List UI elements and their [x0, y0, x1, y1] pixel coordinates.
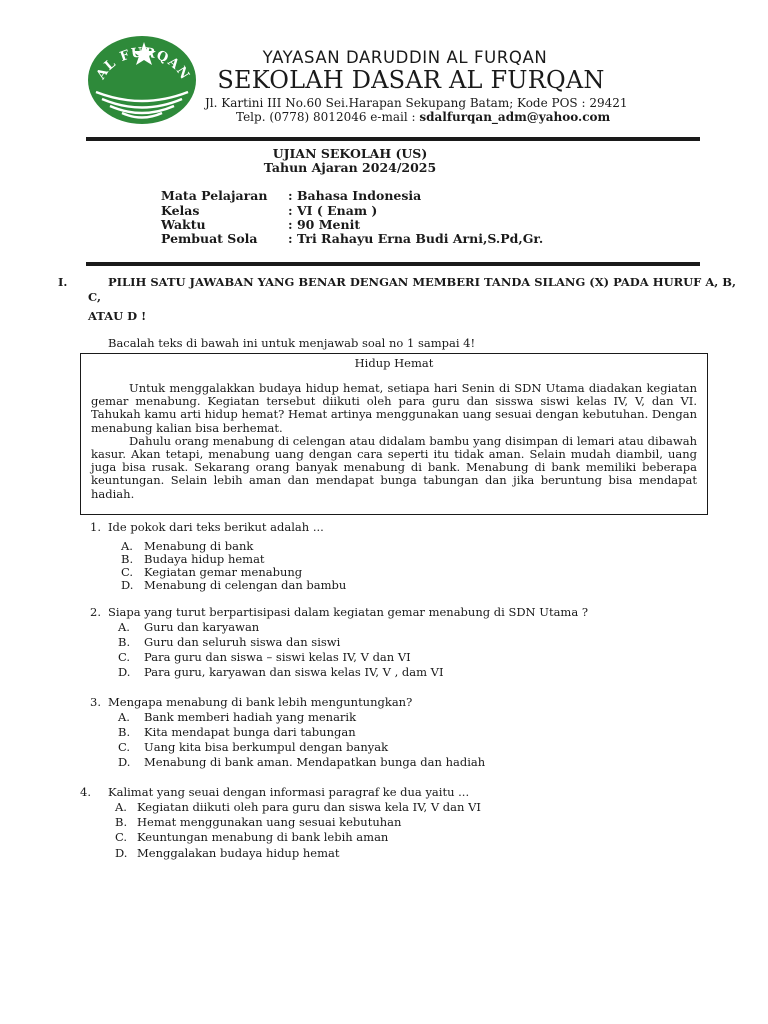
school-phone: Telp. (0778) 8012046 e-mail : [236, 110, 420, 124]
exam-year: Tahun Ajaran 2024/2025 [263, 160, 437, 175]
section-instruction [88, 275, 737, 324]
option-text: Guru dan seluruh siswa dan siswi [144, 635, 341, 649]
option-letter: C. [115, 830, 128, 844]
info-label: Waktu [161, 217, 206, 232]
option-letter: C. [118, 740, 131, 754]
option-letter: A. [118, 620, 130, 634]
info-row-time [161, 217, 360, 232]
info-row-class [161, 203, 377, 218]
option-text: Guru dan karyawan [144, 620, 260, 634]
question-number: 4. [80, 785, 91, 799]
option-text: Para guru, karyawan dan siswa kelas IV, V , dam VI [144, 665, 444, 679]
info-value: : Tri Rahayu Erna Budi Arni,S.Pd,Gr. [288, 231, 544, 246]
option-letter: D. [118, 755, 131, 769]
reading-paragraph: Untuk menggalakkan budaya hidup hemat, setiapa hari Senin di SDN Utama diadakan kegiatan gemar menabung. Kegiatan tersebut diikuti oleh para guru dan sisswa siswi kelas IV, V, dan VI. Tahukah kamu arti hidup hemat? Hemat artinya menggunakan uang sesuai dengan kebutuhan. Dengan menabung kalian bisa berhemat. [91, 381, 697, 435]
option-letter: A. [118, 710, 130, 724]
question-text: Mengapa menabung di bank lebih menguntungkan? [108, 695, 413, 709]
info-value: : Bahasa Indonesia [288, 188, 422, 203]
option-text: Kegiatan gemar menabung [144, 565, 303, 579]
header-divider [86, 137, 700, 141]
reading-body [91, 382, 697, 501]
option-text: Kita mendapat bunga dari tabungan [144, 725, 356, 739]
question-text: Kalimat yang seuai dengan informasi paragraf ke dua yaitu ... [108, 785, 470, 799]
foundation-name: YAYASAN DARUDDIN AL FURQAN [262, 48, 548, 67]
option-letter: C. [118, 650, 131, 664]
reading-paragraph: Dahulu orang menabung di celengan atau didalam bambu yang disimpan di lemari atau dibawah kasur. Akan tetapi, menabung uang dengan cara seperti itu tidak aman. Selain mudah diambil, uang juga bisa rusak. Sekarang orang banyak menabung di bank. Menabung di bank memiliki beberapa keuntungan. Selain lebih aman dan mendapat bunga tabungan dan jika beruntung bisa mendapat hadiah. [91, 433, 697, 501]
school-name: SEKOLAH DASAR AL FURQAN [217, 66, 605, 94]
info-divider [86, 262, 700, 266]
reading-title: Hidup Hemat [354, 356, 434, 370]
logo-text: AL FURQAN [93, 45, 193, 84]
option-text: Menabung di celengan dan bambu [144, 578, 347, 592]
option-text: Uang kita bisa berkumpul dengan banyak [144, 740, 389, 754]
reading-intro: Bacalah teks di bawah ini untuk menjawab soal no 1 sampai 4! [108, 336, 476, 350]
question-text: Ide pokok dari teks berikut adalah ... [108, 520, 324, 534]
info-value: : VI ( Enam ) [288, 203, 378, 218]
section-number: I. [58, 275, 68, 289]
school-logo [86, 34, 198, 126]
question-number: 1. [90, 520, 101, 534]
option-text: Keuntungan menabung di bank lebih aman [137, 830, 389, 844]
info-label: Mata Pelajaran [161, 188, 268, 203]
option-letter: B. [118, 725, 131, 739]
reading-box [80, 353, 708, 515]
exam-title: UJIAN SEKOLAH (US) [272, 146, 428, 161]
option-letter: D. [118, 665, 131, 679]
info-row-author [161, 231, 543, 246]
question-number: 3. [90, 695, 101, 709]
option-text: Menabung di bank aman. Mendapatkan bunga dan hadiah [144, 755, 486, 769]
option-letter: B. [118, 635, 131, 649]
info-label: Pembuat Sola [161, 231, 258, 246]
option-letter: D. [121, 578, 134, 592]
question-text: Siapa yang turut berpartisipasi dalam kegiatan gemar menabung di SDN Utama ? [108, 605, 589, 619]
school-email: sdalfurqan_adm@yahoo.com [419, 110, 611, 124]
info-row-subject [161, 188, 421, 203]
instruction-line: PILIH SATU JAWABAN YANG BENAR DENGAN MEMBERI TANDA SILANG (X) PADA HURUF A, B, [108, 275, 737, 289]
option-letter: B. [115, 815, 128, 829]
option-text: Para guru dan siswa – siswi kelas IV, V dan VI [144, 650, 411, 664]
question-number: 2. [90, 605, 101, 619]
instruction-line: C, [88, 290, 101, 304]
instruction-line: ATAU D ! [88, 309, 147, 323]
option-letter: A. [121, 539, 133, 553]
option-letter: A. [115, 800, 127, 814]
option-text: Hemat menggunakan uang sesuai kebutuhan [137, 815, 402, 829]
school-contact [236, 110, 610, 124]
option-text: Menabung di bank [144, 539, 254, 553]
school-address: Jl. Kartini III No.60 Sei.Harapan Sekupang Batam; Kode POS : 29421 [205, 96, 628, 110]
option-letter: D. [115, 846, 128, 860]
info-label: Kelas [161, 203, 200, 218]
option-text: Kegiatan diikuti oleh para guru dan siswa kela IV, V dan VI [137, 800, 481, 814]
option-text: Menggalakan budaya hidup hemat [137, 846, 340, 860]
info-value: : 90 Menit [288, 217, 361, 232]
option-text: Budaya hidup hemat [144, 552, 265, 566]
option-letter: C. [121, 565, 134, 579]
option-text: Bank memberi hadiah yang menarik [144, 710, 357, 724]
option-letter: B. [121, 552, 134, 566]
